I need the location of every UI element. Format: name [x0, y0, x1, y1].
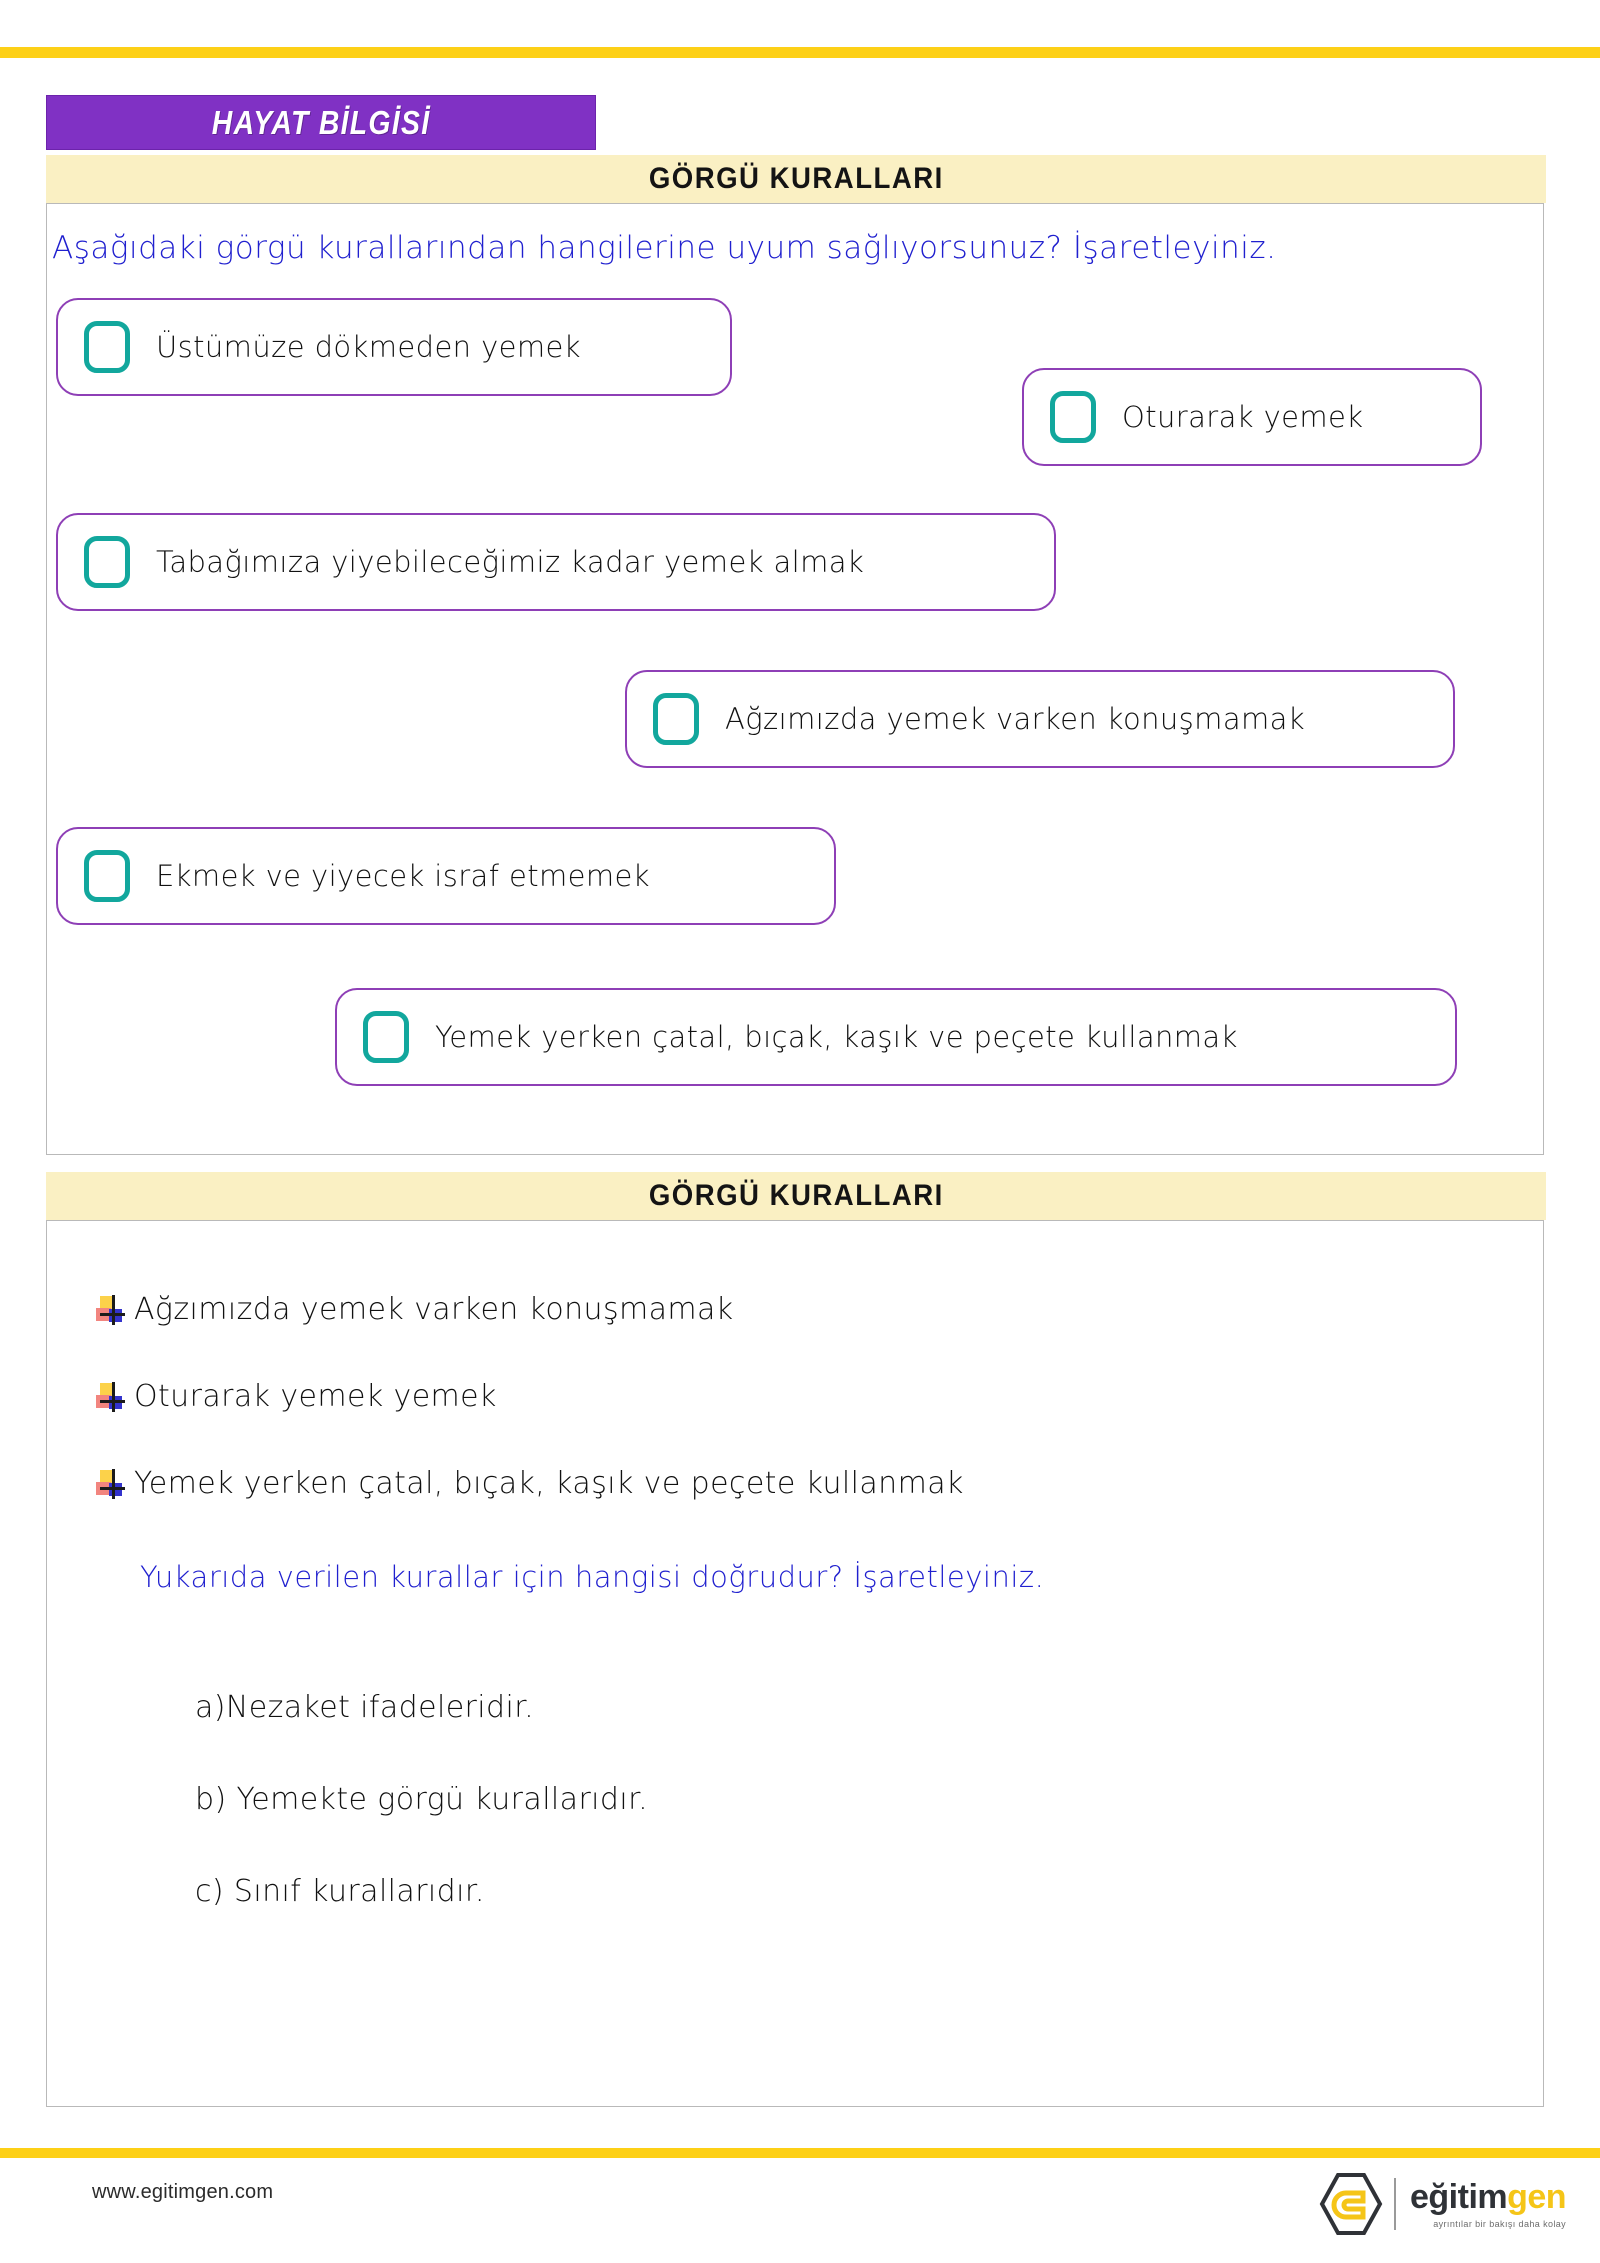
- logo-wordmark: [1410, 2177, 1567, 2229]
- rule-list-item: [96, 1292, 734, 1327]
- statement-row[interactable]: [625, 670, 1455, 768]
- section-one-banner: [46, 155, 1546, 203]
- section-two-banner: [46, 1172, 1546, 1220]
- subject-tag: [46, 95, 596, 150]
- site-url[interactable]: www.egitimgen.com: [92, 2181, 274, 2203]
- checkbox-icon[interactable]: [1050, 391, 1096, 443]
- statement-label: Yemek yerken çatal, bıçak, kaşık ve peçete kullanmak: [435, 1020, 1238, 1054]
- logo-tagline: ayrıntılar bir bakışı daha kolay: [1433, 2218, 1567, 2229]
- section-two-title: GÖRGÜ KURALLARI: [648, 1179, 944, 1212]
- checkbox-icon[interactable]: [363, 1011, 409, 1063]
- section-one-prompt: Aşağıdaki görgü kurallarından hangilerine uyum sağlıyorsunuz? İşaretleyiniz.: [52, 230, 1277, 266]
- statement-label: Oturarak yemek: [1122, 400, 1364, 434]
- checkbox-icon[interactable]: [84, 321, 130, 373]
- checkbox-icon[interactable]: [653, 693, 699, 745]
- brand-logo: [1318, 2168, 1566, 2240]
- hexagon-e-logo-icon: [1318, 2171, 1384, 2237]
- logo-name-primary: eğitim: [1410, 2177, 1508, 2216]
- rule-label: Oturarak yemek yemek: [134, 1379, 497, 1414]
- statement-row[interactable]: [56, 298, 732, 396]
- top-accent-rule: [0, 47, 1600, 58]
- answer-option-a[interactable]: a)Nezaket ifadeleridir.: [195, 1690, 535, 1725]
- statement-label: Tabağımıza yiyebileceğimiz kadar yemek almak: [156, 545, 865, 579]
- rule-label: Ağzımızda yemek varken konuşmamak: [134, 1292, 734, 1327]
- checkbox-icon[interactable]: [84, 850, 130, 902]
- logo-divider: [1394, 2178, 1396, 2230]
- answer-option-b[interactable]: b) Yemekte görgü kurallarıdır.: [195, 1782, 649, 1817]
- section-two-prompt: Yukarıda verilen kurallar için hangisi doğrudur? İşaretleyiniz.: [140, 1560, 1045, 1594]
- rule-list-item: [96, 1379, 497, 1414]
- statement-row[interactable]: [335, 988, 1457, 1086]
- section-two-panel: [46, 1220, 1544, 2107]
- color-blocks-bullet-icon: [96, 1295, 126, 1325]
- color-blocks-bullet-icon: [96, 1469, 126, 1499]
- logo-name: [1410, 2177, 1567, 2216]
- rule-list-item: [96, 1466, 964, 1501]
- statement-row[interactable]: [56, 827, 836, 925]
- statement-row[interactable]: [1022, 368, 1482, 466]
- statement-label: Üstümüze dökmeden yemek: [156, 330, 581, 364]
- rule-label: Yemek yerken çatal, bıçak, kaşık ve peçete kullanmak: [134, 1466, 964, 1501]
- section-one-title: GÖRGÜ KURALLARI: [648, 162, 944, 195]
- footer-accent-rule: [0, 2148, 1600, 2158]
- checkbox-icon[interactable]: [84, 536, 130, 588]
- statement-label: Ekmek ve yiyecek israf etmemek: [156, 859, 650, 893]
- logo-name-accent: gen: [1507, 2177, 1567, 2216]
- subject-tag-label: HAYAT BİLGİSİ: [211, 103, 431, 141]
- statement-row[interactable]: [56, 513, 1056, 611]
- color-blocks-bullet-icon: [96, 1382, 126, 1412]
- answer-option-c[interactable]: c) Sınıf kurallarıdır.: [195, 1874, 485, 1909]
- statement-label: Ağzımızda yemek varken konuşmamak: [725, 702, 1306, 736]
